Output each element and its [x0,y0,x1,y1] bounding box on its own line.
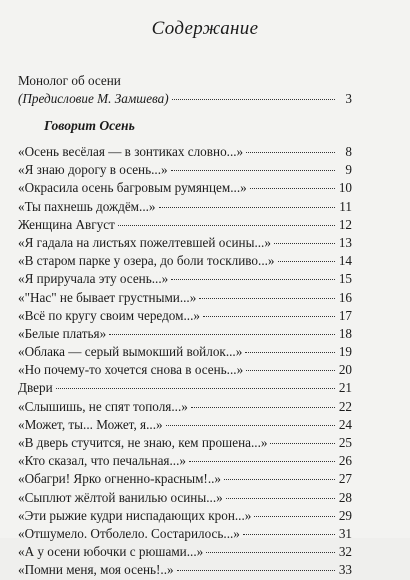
entry-page-number: 27 [338,471,352,487]
leader-dots [56,388,335,389]
entry-title: «Облака — серый вымокший войлок...» [18,344,243,360]
leader-dots [118,225,335,226]
toc-entry [18,216,352,234]
toc-entry [18,470,352,488]
entry-page-number: 20 [338,362,352,378]
toc-entry [18,161,352,179]
entry-title: «"Нас" не бывает грустными...» [18,289,197,305]
intro-block [18,72,352,108]
entry-title: «Может, ты... Может, я...» [18,416,163,432]
entry-title: «А у осени юбочки с рюшами...» [18,544,204,560]
entry-page-number: 29 [338,507,352,523]
entry-title: «Кто сказал, что печальная...» [18,453,186,469]
leader-dots [191,407,335,408]
leader-dots [274,243,335,244]
toc-entry [18,143,352,161]
page-title: Содержание [151,18,259,39]
entry-title: «Я знаю дорогу в осень...» [18,162,168,178]
entry-page-number: 24 [338,416,352,432]
leader-dots [250,188,335,189]
entry-title: «Помни меня, моя осень!..» [18,562,174,578]
toc-entry [18,398,352,416]
entry-title: «Ты пахнешь дождём...» [18,198,156,214]
leader-dots [166,425,335,426]
leader-dots [203,316,335,317]
entry-title: Женщина Август [18,216,115,232]
toc-entry [18,325,352,343]
toc-entry [18,270,352,288]
entry-title: «Я приручала эту осень...» [18,271,169,287]
entry-page-number: 18 [338,325,352,341]
toc-entry [18,343,352,361]
entry-page-number: 12 [338,216,352,232]
leader-dots [199,298,335,299]
entry-page-number: 26 [338,453,352,469]
leader-dots [159,207,335,208]
toc-entry [18,543,352,561]
leader-dots [206,552,335,553]
entry-page-number: 28 [338,489,352,505]
leader-dots [246,370,335,371]
entry-title: «Окрасила осень багровым румянцем...» [18,180,247,196]
toc-entry [18,561,352,579]
leader-dots [171,170,335,171]
intro-subtitle: (Предисловие М. Замшева) [18,91,169,107]
entry-title: «Белые платья» [18,325,107,341]
toc-entry [18,434,352,452]
entry-title: «В дверь стучится, не знаю, кем прошена...» [18,435,268,450]
entry-title: «Всё по кругу своим чередом...» [18,307,200,323]
leader-dots [172,99,335,100]
toc-list [18,143,352,580]
toc-entry [18,416,352,434]
entry-title: «Сыплют жёлтой ванилью осины...» [18,489,223,505]
intro-line-2 [18,90,352,108]
entry-page-number: 22 [338,398,352,414]
toc-entry [18,307,352,325]
toc-entry [18,234,352,252]
leader-dots [245,352,335,353]
entry-page-number: 13 [338,234,352,250]
toc-entry [18,289,352,307]
entry-page-number: 19 [338,344,352,360]
intro-title: Монолог об осени [18,73,121,88]
toc-entry [18,379,352,397]
leader-dots [177,570,335,571]
entry-page-number: 11 [339,198,352,214]
entry-page-number: 16 [338,289,352,305]
leader-dots [171,279,335,280]
entry-page-number: 14 [338,253,352,269]
entry-page-number: 21 [338,380,352,396]
toc-entry [18,507,352,525]
entry-page-number: 15 [338,271,352,287]
leader-dots [109,334,335,335]
leader-dots [226,498,335,499]
entry-page-number: 33 [338,562,352,578]
entry-title: «В старом парке у озера, до боли тоскливо...» [18,253,275,269]
entry-title: «Слышишь, не спят тополя...» [18,398,188,414]
toc-entry [18,452,352,470]
toc-entry [18,489,352,507]
leader-dots [246,152,335,153]
entry-title: «Отшумело. Отболело. Состарилось...» [18,525,240,541]
entry-title: «Осень весёлая — в зонтиках словно...» [18,144,244,159]
toc-entry [18,361,352,379]
leader-dots [243,534,335,535]
leader-dots [278,261,335,262]
entry-page-number: 9 [345,162,352,178]
entry-page-number: 10 [338,180,352,196]
section-title: Говорит Осень [44,118,135,133]
entry-title: «Эти рыжие кудри ниспадающих крон...» [18,507,252,523]
entry-title: Двери [18,380,53,396]
entry-page-number: 8 [345,144,352,159]
toc-entry [18,252,352,270]
leader-dots [270,443,335,444]
toc-entry [18,179,352,197]
entry-page-number: 31 [338,525,352,541]
entry-page-number: 32 [338,544,352,560]
leader-dots [224,479,335,480]
entry-page-number: 25 [338,435,352,450]
toc-entry [18,525,352,543]
entry-title: «Но почему-то хочется снова в осень...» [18,362,244,378]
intro-subtitle-page: 3 [345,91,352,107]
leader-dots [254,516,335,517]
intro-line-1 [18,72,352,90]
toc-entry [18,198,352,216]
entry-title: «Я гадала на листьях пожелтевшей осины...» [18,234,271,250]
entry-title: «Обагри! Ярко огненно-красным!..» [18,471,222,487]
leader-dots [189,461,335,462]
entry-page-number: 17 [338,307,352,323]
